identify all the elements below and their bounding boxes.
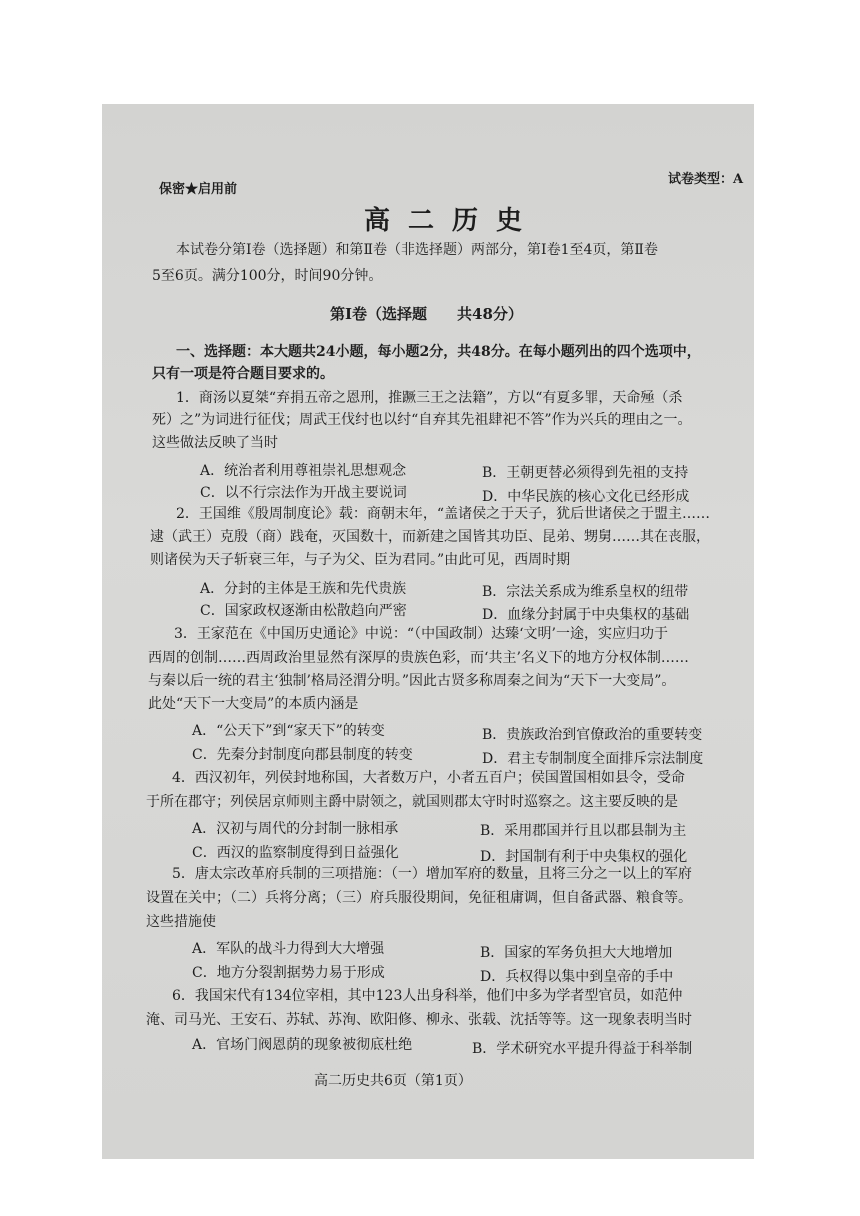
question-3-line: 与秦以后一统的君主‘独制’格局泾渭分明。”因此古贤多称周秦之间为“天下一大变局”。	[148, 673, 676, 689]
question-2-option-b[interactable]: B．宗法关系成为维系皇权的纽带	[482, 584, 689, 600]
question-1-line: 死）之”为词进行征伐；周武王伐纣也以纣“自弃其先祖肆祀不答”作为兴兵的理由之一。	[152, 412, 692, 428]
section-title: 第Ⅰ卷（选择题 共48分）	[330, 305, 523, 323]
question-3-option-a[interactable]: A．“公天下”到“家天下”的转变	[192, 723, 385, 739]
question-5-line: 设置在关中；（二）兵将分离；（三）府兵服役期间，免征租庸调，但自备武器、粮食等。	[146, 890, 692, 906]
question-3-line: 3．王家范在《中国历史通论》中说：“（中国政制）达臻‘文明’一途，实应归功于	[174, 626, 668, 642]
question-3-line: 此处“天下一大变局”的本质内涵是	[148, 696, 359, 712]
question-4-option-b[interactable]: B．采用郡国并行且以郡县制为主	[480, 823, 687, 839]
question-4-option-a[interactable]: A．汉初与周代的分封制一脉相承	[192, 821, 399, 837]
question-2-line: 2．王国维《殷周制度论》载：商朝末年，“盖诸侯之于天子，犹后世诸侯之于盟主……	[176, 506, 711, 522]
question-1-line: 这些做法反映了当时	[152, 435, 278, 451]
question-5-option-b[interactable]: B．国家的军务负担大大地增加	[480, 945, 673, 961]
question-2-option-a[interactable]: A．分封的主体是王族和先代贵族	[200, 581, 407, 597]
question-5-line: 这些措施使	[146, 914, 216, 930]
question-1-option-a[interactable]: A．统治者利用尊祖崇礼思想观念	[200, 463, 407, 479]
question-6-line: 6．我国宋代有134位宰相，其中123人出身科举，他们中多为学者型官员，如范仲	[172, 988, 683, 1004]
question-2-line: 则诸侯为天子斩衰三年，与子为父、臣为君同。”由此可见，西周时期	[150, 552, 571, 568]
question-4-line: 于所在郡守；列侯居京师则主爵中尉领之，就国则郡太守时时巡察之。这主要反映的是	[146, 794, 678, 810]
question-1-line: 1．商汤以夏桀“弃捐五帝之恩刑，推蹶三王之法籍”，方以“有夏多罪，天命殛（杀	[176, 390, 683, 406]
question-2-option-c[interactable]: C．国家政权逐渐由松散趋向严密	[200, 603, 407, 619]
instructions-line: 只有一项是符合题目要求的。	[152, 366, 334, 382]
question-5-line: 5．唐太宗改革府兵制的三项措施：（一）增加军府的数量，且将三分之一以上的军府	[172, 866, 692, 882]
exam-page	[102, 104, 754, 1159]
question-2-option-d[interactable]: D．血缘分封属于中央集权的基础	[482, 607, 690, 623]
paper-type-label: 试卷类型：A	[668, 172, 744, 187]
question-2-line: 逮（武王）克殷（商）践奄，灭国数十，而新建之国皆其功臣、昆弟、甥舅……其在丧服，	[150, 529, 710, 545]
question-4-option-d[interactable]: D．封国制有利于中央集权的强化	[480, 849, 688, 865]
question-1-option-c[interactable]: C．以不行宗法作为开战主要说词	[200, 485, 407, 501]
question-3-option-b[interactable]: B．贵族政治到官僚政治的重要转变	[482, 727, 703, 743]
page-footer: 高二历史共6页（第1页）	[314, 1073, 472, 1089]
question-6-option-a[interactable]: A．官场门阀恩荫的现象被彻底杜绝	[192, 1037, 413, 1053]
question-1-option-b[interactable]: B．王朝更替必须得到先祖的支持	[482, 465, 689, 481]
question-1-option-d[interactable]: D．中华民族的核心文化已经形成	[482, 489, 690, 505]
question-5-option-d[interactable]: D．兵权得以集中到皇帝的手中	[480, 969, 674, 985]
question-5-option-c[interactable]: C．地方分裂割据势力易于形成	[192, 965, 385, 981]
intro-line: 5至6页。满分100分，时间90分钟。	[152, 268, 383, 284]
question-3-option-d[interactable]: D．君主专制制度全面排斥宗法制度	[482, 751, 704, 767]
question-5-option-a[interactable]: A．军队的战斗力得到大大增强	[192, 941, 385, 957]
question-6-option-b[interactable]: B．学术研究水平提升得益于科举制	[472, 1041, 693, 1057]
question-4-line: 4．西汉初年，列侯封地称国，大者数万户，小者五百户；侯国置国相如县令，受命	[172, 770, 685, 786]
confidential-label: 保密★启用前	[159, 182, 238, 197]
question-3-option-c[interactable]: C．先秦分封制度向郡县制度的转变	[192, 747, 413, 763]
exam-title: 高二历史	[364, 206, 541, 236]
instructions-line: 一、选择题：本大题共24小题，每小题2分，共48分。在每小题列出的四个选项中，	[176, 344, 701, 360]
question-3-line: 西周的创制……西周政治里显然有深厚的贵族色彩，而‘共主’名义下的地方分权体制……	[148, 650, 689, 666]
question-4-option-c[interactable]: C．西汉的监察制度得到日益强化	[192, 845, 399, 861]
intro-line: 本试卷分第Ⅰ卷（选择题）和第Ⅱ卷（非选择题）两部分，第Ⅰ卷1至4页，第Ⅱ卷	[176, 242, 658, 258]
question-6-line: 淹、司马光、王安石、苏轼、苏洵、欧阳修、柳永、张载、沈括等等。这一现象表明当时	[146, 1012, 692, 1028]
